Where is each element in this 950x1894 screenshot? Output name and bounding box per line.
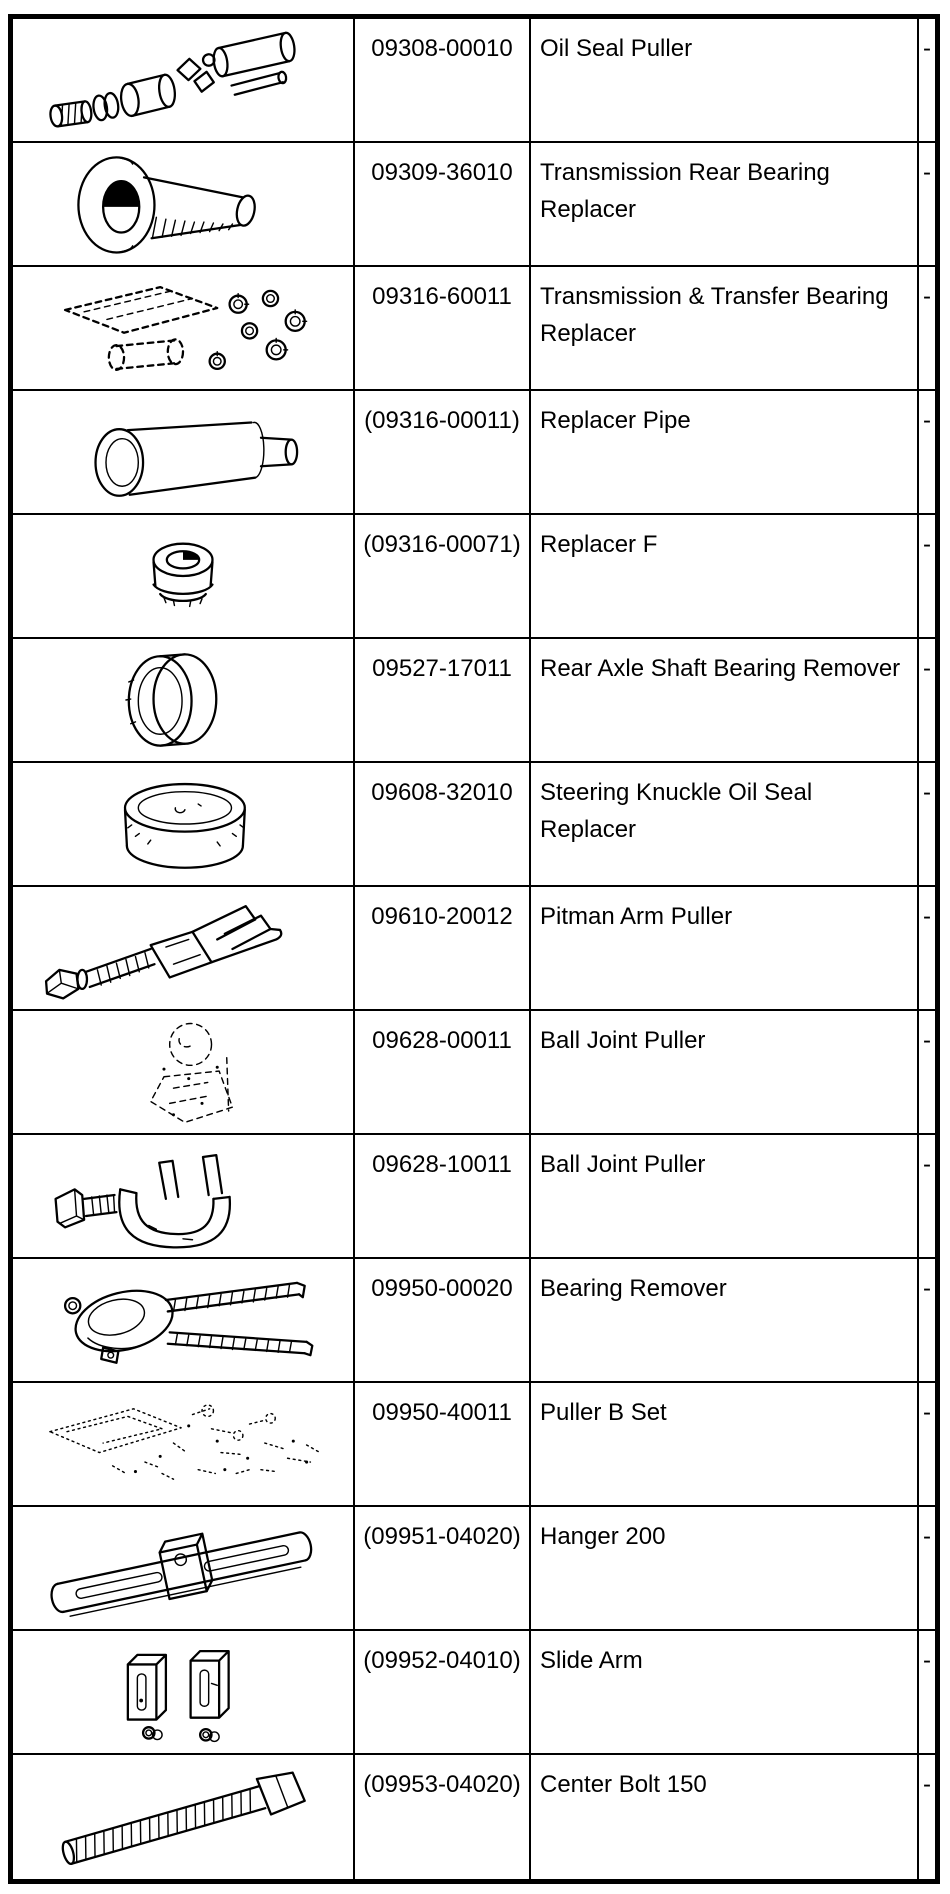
table-row [13,1507,935,1631]
rear-axle-shaft-bearing-remover-drawing [15,642,351,758]
center-bolt-150-drawing [15,1759,351,1875]
table-row [13,1135,935,1259]
table-row [13,391,935,515]
table-row [13,515,935,639]
table-row [13,1259,935,1383]
part-number: 09527-17011 [355,639,531,761]
part-number: 09628-00011 [355,1011,531,1133]
tool-illustration-cell [13,143,355,265]
table-row [13,1631,935,1755]
oil-seal-puller-drawing [15,22,351,138]
tool-name: Hanger 200 [531,1507,919,1629]
part-number: 09308-00010 [355,19,531,141]
part-number: (09953-04020) [355,1755,531,1879]
table-row [13,1755,935,1879]
tool-illustration-cell [13,515,355,637]
tool-illustration-cell [13,391,355,513]
part-number: 09628-10011 [355,1135,531,1257]
tool-name: Slide Arm [531,1631,919,1753]
table-row [13,887,935,1011]
special-service-tools-table [8,14,940,1884]
tool-illustration-cell [13,639,355,761]
tool-name: Bearing Remover [531,1259,919,1381]
dash-note: - [923,1275,931,1302]
tool-name: Oil Seal Puller [531,19,919,141]
tool-name: Ball Joint Puller [531,1135,919,1257]
tool-illustration-cell [13,1631,355,1753]
tool-illustration-cell [13,1011,355,1133]
slide-arm-drawing [15,1634,351,1750]
part-number: 09950-40011 [355,1383,531,1505]
replacer-f-drawing [15,518,351,634]
ball-joint-puller-drawing [15,1014,351,1130]
tool-name: Rear Axle Shaft Bearing Remover [531,639,919,761]
tool-name: Transmission & Transfer Bearing Replacer [531,267,919,389]
tool-name: Replacer Pipe [531,391,919,513]
tool-name: Center Bolt 150 [531,1755,919,1879]
tool-illustration-cell [13,1507,355,1629]
part-number: (09316-00071) [355,515,531,637]
transmission-rear-bearing-replacer-drawing [15,146,351,262]
table-row [13,1011,935,1135]
part-number: (09952-04010) [355,1631,531,1753]
dash-note: - [923,1027,931,1054]
tool-name: Puller B Set [531,1383,919,1505]
dash-note: - [923,1647,931,1674]
dash-note: - [923,655,931,682]
replacer-pipe-drawing [15,394,351,510]
ball-joint-puller-clamp-drawing [15,1138,351,1254]
part-number: 09309-36010 [355,143,531,265]
dash-note: - [923,531,931,558]
tool-name: Transmission Rear Bearing Replacer [531,143,919,265]
puller-b-set-drawing [15,1386,351,1502]
tool-illustration-cell [13,887,355,1009]
part-number: 09610-20012 [355,887,531,1009]
table-row [13,1383,935,1507]
tool-illustration-cell [13,267,355,389]
tool-illustration-cell [13,763,355,885]
tool-illustration-cell [13,19,355,141]
dash-note: - [923,1771,931,1798]
tool-illustration-cell [13,1259,355,1381]
dash-note: - [923,1399,931,1426]
tool-name: Ball Joint Puller [531,1011,919,1133]
table-row [13,143,935,267]
table-row [13,763,935,887]
dash-note: - [923,407,931,434]
hanger-200-drawing [15,1510,351,1626]
part-number: (09951-04020) [355,1507,531,1629]
tool-illustration-cell [13,1383,355,1505]
dash-note: - [923,159,931,186]
table-row [13,19,935,143]
dash-note: - [923,1523,931,1550]
bearing-remover-drawing [15,1262,351,1378]
tool-name: Steering Knuckle Oil Seal Replacer [531,763,919,885]
pitman-arm-puller-drawing [15,890,351,1006]
dash-note: - [923,779,931,806]
dash-note: - [923,1151,931,1178]
tool-name: Pitman Arm Puller [531,887,919,1009]
part-number: (09316-00011) [355,391,531,513]
part-number: 09950-00020 [355,1259,531,1381]
part-number: 09608-32010 [355,763,531,885]
dash-note: - [923,283,931,310]
tool-illustration-cell [13,1755,355,1879]
table-row [13,267,935,391]
dash-note: - [923,35,931,62]
steering-knuckle-oil-seal-replacer-drawing [15,766,351,882]
tool-illustration-cell [13,1135,355,1257]
table-row [13,639,935,763]
transmission-transfer-bearing-replacer-drawing [15,270,351,386]
part-number: 09316-60011 [355,267,531,389]
dash-note: - [923,903,931,930]
tool-name: Replacer F [531,515,919,637]
